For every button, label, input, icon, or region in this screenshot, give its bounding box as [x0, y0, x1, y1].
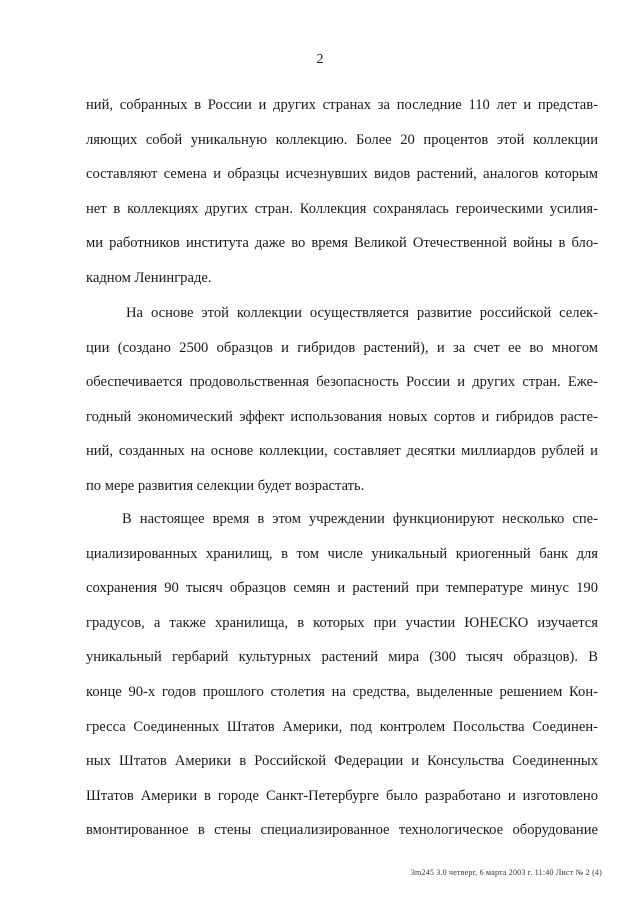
text-line: вмонтированное в стены специализированное технологическое оборудование — [86, 822, 598, 839]
text-line: по мере развития селекции будет возрастать. — [86, 477, 365, 494]
paragraph-1 — [86, 88, 598, 296]
text-line: сохранения 90 тысяч образцов семян и растений при температуре минус 190 — [86, 580, 598, 597]
text-line: Штатов Америки в городе Санкт-Петербурге было разработано и изготовлено — [86, 787, 598, 804]
text-line: В настоящее время в этом учреждении функционируют несколько спе- — [122, 511, 598, 527]
text-line: ний, созданных на основе коллекции, составляет десятки миллиардов рублей и — [86, 443, 598, 460]
paragraph-3 — [86, 502, 598, 848]
text-line: ми работников института даже во время Великой Отечественной войны в бло- — [86, 235, 598, 252]
text-line: составляют семена и образцы исчезнувших видов растений, аналогов которым — [86, 166, 598, 183]
paragraph-2 — [86, 296, 598, 504]
page-number: 2 — [316, 52, 324, 67]
text-line: На основе этой коллекции осуществляется развитие российской селек- — [126, 305, 598, 321]
text-line: градусов, а также хранилища, в которых при участии ЮНЕСКО изучается — [86, 614, 598, 631]
text-line: кадном Ленинграде. — [86, 269, 212, 286]
text-line: годный экономический эффект использования новых сортов и гибридов расте- — [86, 408, 598, 425]
text-line: ции (создано 2500 образцов и гибридов растений), и за счет ее во многом — [86, 339, 598, 356]
text-line: обеспечивается продовольственная безопасность России и других стран. Еже- — [86, 374, 598, 391]
text-line: конце 90-х годов прошлого столетия на средства, выделенные решением Кон- — [86, 683, 598, 700]
text-line: ных Штатов Америки в Российской Федерации и Консульства Соединенных — [86, 753, 598, 770]
text-line: гресса Соединенных Штатов Америки, под контролем Посольства Соединен- — [86, 718, 598, 735]
print-footer: 3m245 3.0 четверг, 6 марта 2003 г. 11:40 Лист № 2 (4) — [410, 868, 602, 877]
text-line: ний, собранных в России и других странах за последние 110 лет и представ- — [86, 97, 598, 113]
text-line: ляющих собой уникальную коллекцию. Более 20 процентов этой коллекции — [86, 131, 598, 148]
text-line: циализированных хранилищ, в том числе уникальный криогенный банк для — [86, 545, 598, 562]
text-line: нет в коллекциях других стран. Коллекция сохранялась героическими усилия- — [86, 200, 598, 217]
text-line: уникальный гербарий культурных растений мира (300 тысяч образцов). В — [86, 649, 598, 666]
